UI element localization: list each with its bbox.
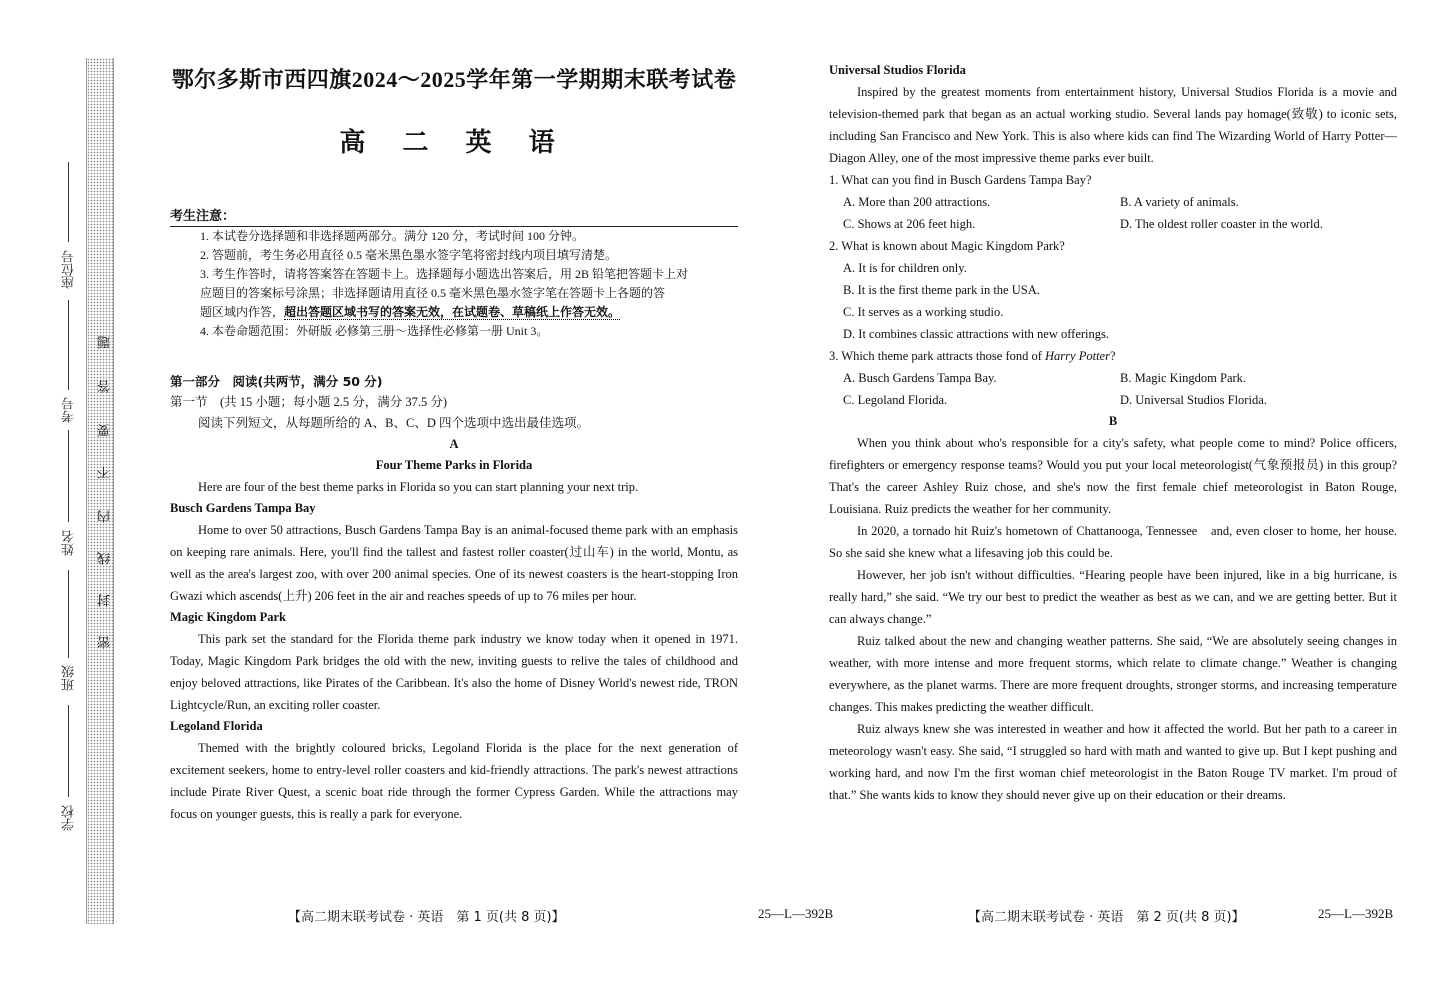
seat-number-label: 座位号 xyxy=(62,250,77,289)
passage-letter: A xyxy=(449,437,459,451)
passage-paragraph: However, her job isn't without difficulties. “Hearing people have been injured, like in a big hurricane, is really hard,” she said. “We try our best to predict the weather as best as we can, and we are getting better. But it can always change.” xyxy=(829,568,1397,626)
question-italic: Harry Potter xyxy=(1045,349,1110,363)
park-paragraph: Themed with the brightly coloured bricks, Legoland Florida is the place for the next generation of excitement seekers, home to entry-level roller coasters and kid-friendly attractions. The park's newest attractions include Pirate River Quest, a scenic boat ride through the former Cypress Garden. While the attractions may focus on younger guests, this is really a park for everyone. xyxy=(170,741,738,821)
class-label: 班级 xyxy=(62,665,77,691)
page-2 xyxy=(829,58,1397,806)
notice-item xyxy=(170,303,738,322)
school-field[interactable] xyxy=(68,705,69,797)
exam-number-field[interactable] xyxy=(68,300,69,390)
options-row xyxy=(829,367,1397,389)
page-1-footer xyxy=(288,906,834,925)
notice-list xyxy=(170,227,738,341)
notice-item: 1. 本试卷分选择题和非选择题两部分。满分 120 分，考试时间 100 分钟。 xyxy=(200,229,585,243)
binding-margin xyxy=(86,58,114,924)
park-heading: Universal Studios Florida xyxy=(829,63,966,77)
notice-emphasis: 超出答题区域书写的答案无效，在试题卷、草稿纸上作答无效。 xyxy=(284,305,621,319)
notice-item: 4. 本卷命题范围：外研版 必修第三册～选择性必修第一册 Unit 3。 xyxy=(200,324,549,338)
seal-char: 要 xyxy=(98,424,113,437)
seal-char: 答 xyxy=(98,380,113,393)
name-field[interactable] xyxy=(68,430,69,522)
option-d[interactable]: D. Universal Studios Florida. xyxy=(1120,393,1267,407)
seat-number-field[interactable] xyxy=(68,162,69,242)
question-text: 3. Which theme park attracts those fond of xyxy=(829,349,1046,363)
option-c[interactable]: C. Shows at 206 feet high. xyxy=(843,217,976,231)
passage-paragraph: Ruiz always knew she was interested in weather and how it affected the world. But her path to a career in meteorology wasn't easy. She said, “I struggled so hard with math and wanted to give up. But I kept pushing and working hard, and now I'm the first woman chief meteorologist in the Baton Rouge TV market. I'm proud of that.” She wants kids to know they should never give up on their education or their dreams. xyxy=(829,722,1397,802)
school-label: 学校 xyxy=(62,805,77,831)
park-heading: Magic Kingdom Park xyxy=(170,610,286,624)
park-heading: Busch Gardens Tampa Bay xyxy=(170,501,316,515)
seal-char: 不 xyxy=(98,466,113,479)
seal-char: 封 xyxy=(98,594,113,607)
option-a[interactable]: A. It is for children only. xyxy=(843,261,967,275)
question-3 xyxy=(829,345,1397,367)
page-1 xyxy=(170,58,738,825)
name-label: 姓名 xyxy=(62,530,77,556)
options-row xyxy=(829,389,1397,411)
passage-intro: Here are four of the best theme parks in Florida so you can start planning your next trip. xyxy=(198,480,639,494)
notice-text: 题区域内作答， xyxy=(200,305,285,319)
footer-text: 【高二期末联考试卷 · 英语 第 2 页(共 8 页)】 xyxy=(968,910,1245,925)
option-a[interactable]: A. More than 200 attractions. xyxy=(843,195,991,209)
page-2-footer xyxy=(968,906,1394,925)
question-mark: ? xyxy=(1109,349,1116,363)
seal-char: 线 xyxy=(98,552,113,565)
options-row xyxy=(829,191,1397,213)
option-b[interactable]: B. It is the first theme park in the USA. xyxy=(843,283,1040,297)
seal-char: 密 xyxy=(98,636,113,649)
option-c[interactable]: C. It serves as a working studio. xyxy=(843,305,1004,319)
park-paragraph: Inspired by the greatest moments from entertainment history, Universal Studios Florida is a movie and television-themed park that began as an actual working studio. Several lands pay homage(致敬) to iconic sets, including San Francisco and New York. This is also where kids can find The Wizarding World of Harry Potter—Diagon Alley, one of the most impressive theme parks ever built. xyxy=(829,85,1397,165)
passage-letter: B xyxy=(1108,414,1118,428)
passage-paragraph: Ruiz talked about the new and changing weather patterns. She said, “We are absolutely seeing changes in weather, with more intense and more frequent storms, which relate to climate change.” Weather is changing everywhere, as the planet warms. There are more frequent droughts, stronger storms, and increasing temperature changes. This makes predicting the weather difficult. xyxy=(829,634,1397,714)
park-paragraph: Home to over 50 attractions, Busch Gardens Tampa Bay is an animal-focused theme park with an emphasis on keeping rare animals. Here, you'll find the tallest and fastest roller coaster(过山车) in the world, Montu, as well as the area's largest zoo, with over 200 animal species. One of its newest coasters is the heart-stopping Iron Gwazi which ascends(上升) 206 feet in the air and reaches speeds of up to 76 miles per hour. xyxy=(170,523,738,603)
section-heading: 第一节 (共 15 小题；每小题 2.5 分，满分 37.5 分) xyxy=(170,395,448,409)
question-2: 2. What is known about Magic Kingdom Park? xyxy=(829,239,1065,253)
option-a[interactable]: A. Busch Gardens Tampa Bay. xyxy=(843,371,997,385)
class-field[interactable] xyxy=(68,570,69,658)
subject-title: 高 二 英 语 xyxy=(339,128,569,158)
instruction: 阅读下列短文，从每题所给的 A、B、C、D 四个选项中选出最佳选项。 xyxy=(198,416,589,430)
exam-title: 鄂尔多斯市西四旗2024～2025学年第一学期期末联考试卷 xyxy=(171,67,737,92)
passage-title: Four Theme Parks in Florida xyxy=(375,458,533,472)
exam-number-label: 考号 xyxy=(62,397,77,423)
question-1: 1. What can you find in Busch Gardens Tampa Bay? xyxy=(829,173,1092,187)
footer-text: 【高二期末联考试卷 · 英语 第 1 页(共 8 页)】 xyxy=(288,910,565,925)
paper-code: 25—L—392B xyxy=(758,906,834,921)
part-heading: 第一部分 阅读(共两节，满分 50 分) xyxy=(170,374,383,389)
option-b[interactable]: B. A variety of animals. xyxy=(1120,195,1239,209)
option-d[interactable]: D. It combines classic attractions with new offerings. xyxy=(843,327,1110,341)
notice-item: 2. 答题前，考生务必用直径 0.5 毫米黑色墨水签字笔将密封线内项目填写清楚。 xyxy=(200,248,618,262)
park-paragraph: This park set the standard for the Florida theme park industry we know today when it opened in 1971. Today, Magic Kingdom Park bridges the old with the new, inviting guests to relive the tales of childhood and enjoy beloved attractions, like Pirates of the Caribbean. It's also the home of Disney World's newest ride, TRON Lightcycle/Run, an exciting roller coaster. xyxy=(170,632,738,712)
option-b[interactable]: B. Magic Kingdom Park. xyxy=(1120,371,1247,385)
notice-item: 应题目的答案标号涂黑；非选择题请用直径 0.5 毫米黑色墨水签字笔在答题卡上各题的答 xyxy=(200,286,666,300)
option-c[interactable]: C. Legoland Florida. xyxy=(843,393,948,407)
options-row xyxy=(829,213,1397,235)
seal-char: 题 xyxy=(98,336,113,349)
park-heading: Legoland Florida xyxy=(170,719,263,733)
passage-paragraph: When you think about who's responsible for a city's safety, what people come to mind? Police officers, firefighters or emergency response teams? Would you put your local meteorologist(气象预报员) in this group? That's the career Ashley Ruiz chose, and she's now the first female chief meteorologist in Baton Rouge, Louisiana. Ruiz predicts the weather for her community. xyxy=(829,436,1397,516)
notice-item: 3. 考生作答时，请将答案答在答题卡上。选择题每小题选出答案后，用 2B 铅笔把答题卡上对 xyxy=(200,267,689,281)
paper-code: 25—L—392B xyxy=(1318,906,1394,921)
notice-heading: 考生注意： xyxy=(170,205,738,227)
option-d[interactable]: D. The oldest roller coaster in the world. xyxy=(1120,217,1323,231)
passage-paragraph: In 2020, a tornado hit Ruiz's hometown of Chattanooga, Tennessee and, even closer to home, her house. So she said she knew what a lifesaving job this could be. xyxy=(829,524,1397,560)
seal-char: 内 xyxy=(98,510,113,523)
